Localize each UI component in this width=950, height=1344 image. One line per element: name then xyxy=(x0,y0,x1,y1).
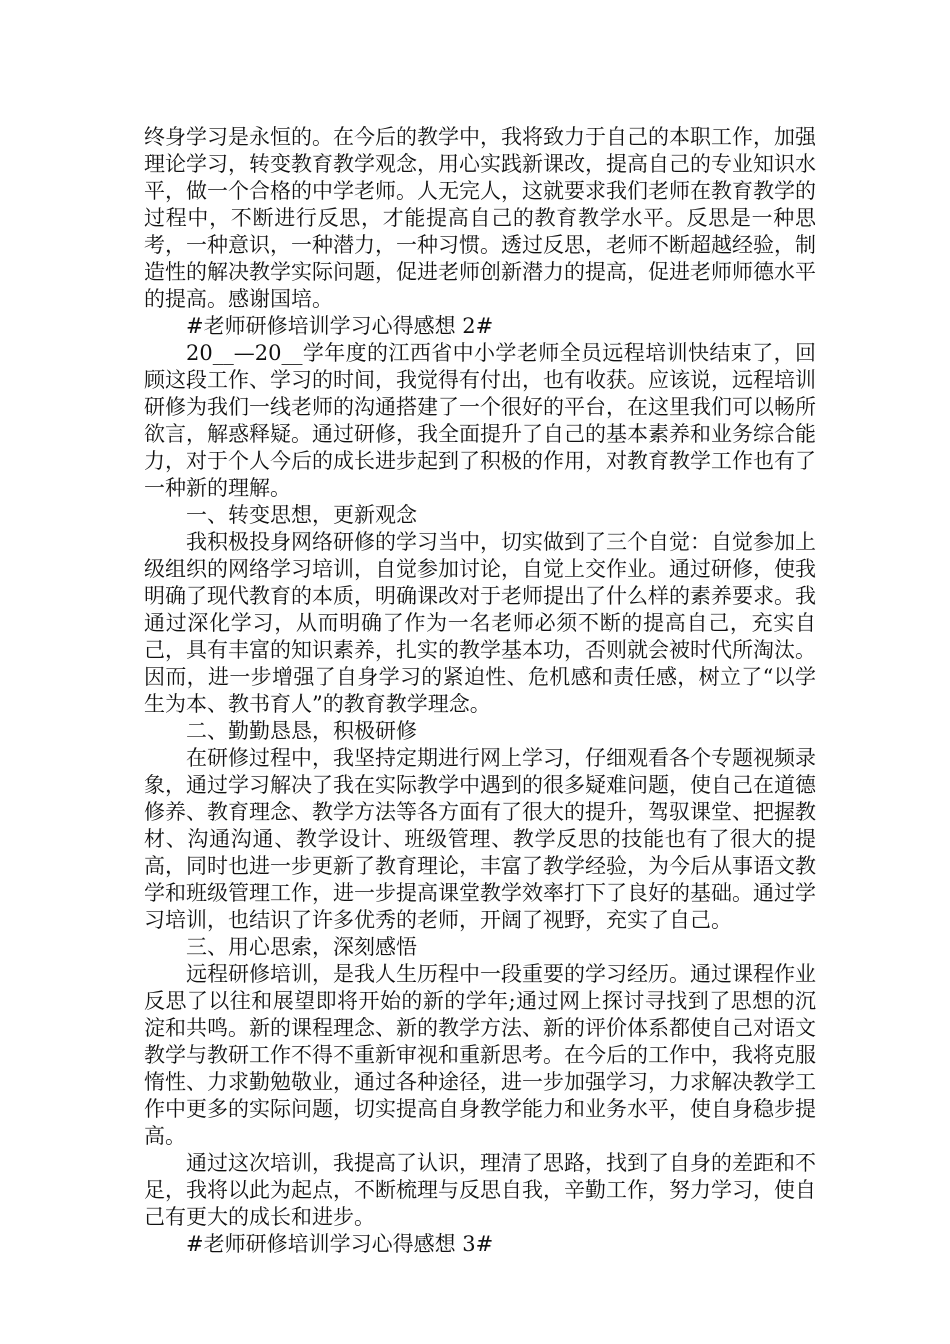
paragraph-conclusion: 通过这次培训，我提高了认识，理清了思路，找到了自身的差距和不足，我将以此为起点，不断梳理与反思自我，辛勤工作，努力学习，使自己有更大的成长和进步。 xyxy=(144,1151,816,1229)
section-heading-3: #老师研修培训学习心得感想 3# xyxy=(186,1232,494,1256)
paragraph-intro: 终身学习是永恒的。在今后的教学中，我将致力于自己的本职工作，加强理论学习，转变教育教学观念，用心实践新课改，提高自己的专业知识水平，做一个合格的中学老师。人无完人，这就要求我们老师在教育教学的过程中，不断进行反思，才能提高自己的教育教学水平。反思是一种思考，一种意识，一种潜力，一种习惯。透过反思，老师不断超越经验，制造性的解决教学实际问题，促进老师创新潜力的提高，促进老师师德水平的提高。感谢国培。 xyxy=(144,125,816,311)
paragraph-diligent-study: 在研修过程中，我坚持定期进行网上学习，仔细观看各个专题视频录象，通过学习解决了我在实际教学中遇到的很多疑难问题，使自己在道德修养、教育理念、教学方法等各方面有了很大的提升，驾驭课堂、把握教材、沟通沟通、教学设计、班级管理、教学反思的技能也有了很大的提高，同时也进一步更新了教育理论，丰富了教学经验，为今后从事语文教学和班级管理工作，进一步提高课堂教学效率打下了良好的基础。通过学习培训，也结识了许多优秀的老师，开阔了视野，充实了自己。 xyxy=(144,746,816,932)
section-heading-2: #老师研修培训学习心得感想 2# xyxy=(186,314,494,338)
paragraph-reflection: 远程研修培训，是我人生历程中一段重要的学习经历。通过课程作业反思了以往和展望即将开始的新的学年;通过网上探讨寻找到了思想的沉淀和共鸣。新的课程理念、新的教学方法、新的评价体系都使自己对语文教学与教研工作不得不重新审视和重新思考。在今后的工作中，我将克服惰性、力求勤勉敬业，通过各种途径，进一步加强学习，力求解决教学工作中更多的实际问题，切实提高自身教学能力和业务水平，使自身稳步提高。 xyxy=(144,962,816,1148)
subheading-reflection: 三、用心思索，深刻感悟 xyxy=(186,935,417,959)
document-body xyxy=(144,124,816,1258)
paragraph-training-overview: 20__—20__学年度的江西省中小学老师全员远程培训快结束了，回顾这段工作、学习的时间，我觉得有付出，也有收获。应该说，远程培训研修为我们一线老师的沟通搭建了一个很好的平台，在这里我们可以畅所欲言，解惑释疑。通过研修，我全面提升了自己的基本素养和业务综合能力，对于个人今后的成长进步起到了积极的作用，对教育教学工作也有了一种新的理解。 xyxy=(144,341,816,500)
paragraph-change-thinking: 我积极投身网络研修的学习当中，切实做到了三个自觉：自觉参加上级组织的网络学习培训，自觉参加讨论，自觉上交作业。通过研修，使我明确了现代教育的本质，明确课改对于老师提出了什么样的素养要求。我通过深化学习，从而明确了作为一名老师必须不断的提高自己，充实自己，具有丰富的知识素养，扎实的教学基本功，否则就会被时代所淘汰。因而，进一步增强了自身学习的紧迫性、危机感和责任感，树立了“以学生为本、教书育人”的教育教学理念。 xyxy=(144,530,816,716)
subheading-diligent-study: 二、勤勤恳恳，积极研修 xyxy=(186,719,417,743)
subheading-change-thinking: 一、转变思想，更新观念 xyxy=(186,503,417,527)
